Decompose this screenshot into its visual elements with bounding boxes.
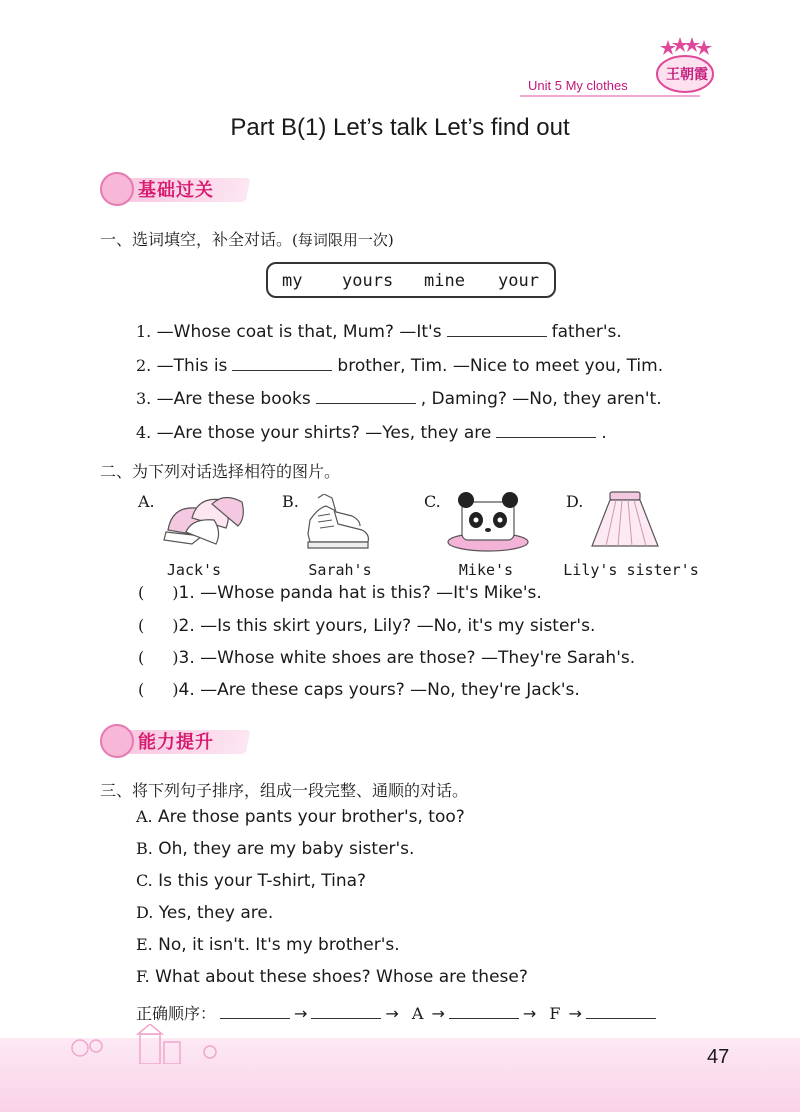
sentence-f: F. What about these shoes? Whose are these? [136,967,528,987]
word-bank [266,262,556,298]
word-bank-item: yours [342,271,394,291]
match-item-3: ( )3. —Whose white shoes are those? —They're Sarah's. [138,648,636,668]
answer-blank[interactable]: ) [172,616,179,635]
section-badge-basic: 基础过关 [100,172,260,208]
castle-decoration-icon [60,1024,260,1064]
order-blank-1[interactable] [220,1004,290,1019]
publisher-logo [652,36,718,96]
order-blank-2[interactable] [311,1004,381,1019]
page-title: Part B(1) Let’s talk Let’s find out [230,114,570,141]
order-answer-row: 正确顺序： → → A → → F → [136,1001,660,1024]
unit-header: Unit 5 My clothes [528,78,628,93]
answer-blank[interactable]: ) [172,583,179,602]
q3-heading: 三、将下列句子排序，组成一段完整、通顺的对话。 [100,781,469,800]
answer-blank[interactable] [232,354,332,371]
option-letter: A. [138,492,155,511]
skirt-icon [588,490,662,556]
picture-caption: Jack's [166,561,222,579]
match-item-2: ( )2. —Is this skirt yours, Lily? —No, it's my sister's. [138,616,596,636]
fill-item-2: 2. —This is brother, Tim. —Nice to meet you, Tim. [136,356,664,376]
panda-hat-icon [446,490,530,558]
section-badge-advanced: 能力提升 [100,724,260,760]
monkey-avatar-icon [100,724,134,758]
answer-blank[interactable]: ) [172,680,179,699]
order-blank-4[interactable] [586,1004,656,1019]
sentence-d: D. Yes, they are. [136,903,274,923]
option-letter: C. [424,492,441,511]
answer-blank[interactable] [316,387,416,404]
header-divider [520,95,700,97]
answer-blank[interactable] [496,421,596,438]
q2-heading: 二、为下列对话选择相符的图片。 [100,462,341,481]
shoes-icon [304,494,374,558]
sentence-e: E. No, it isn't. It's my brother's. [136,935,400,955]
sentence-b: B. Oh, they are my baby sister's. [136,839,415,859]
q1-heading: 一、选词填空，补全对话。(每词限用一次) [100,230,394,249]
picture-caption: Lily's sister's [563,561,699,579]
picture-caption: Sarah's [308,561,372,579]
sentence-a: A. Are those pants your brother's, too? [136,807,465,827]
word-bank-item: mine [424,271,465,291]
fill-item-4: 4. —Are those your shirts? —Yes, they are . [136,423,607,443]
match-item-4: ( )4. —Are these caps yours? —No, they're Jack's. [138,680,580,700]
picture-caption: Mike's [458,561,514,579]
girl-avatar-icon [100,172,134,206]
answer-blank[interactable]: ) [172,648,179,667]
order-blank-3[interactable] [449,1004,519,1019]
answer-blank[interactable] [447,320,547,337]
option-letter: B. [282,492,299,511]
option-letter: D. [566,492,584,511]
word-bank-item: your [498,271,539,291]
fill-item-1: 1. —Whose coat is that, Mum? —It's father's. [136,322,622,342]
footer-band [0,1038,800,1112]
word-bank-item: my [282,271,303,291]
fill-item-3: 3. —Are these books , Daming? —No, they aren't. [136,389,662,409]
logo-text: 王朝霞 [666,67,708,83]
match-item-1: ( )1. —Whose panda hat is this? —It's Mike's. [138,583,542,603]
sentence-c: C. Is this your T-shirt, Tina? [136,871,367,891]
caps-icon [162,492,246,558]
page-number: 47 [707,1046,730,1068]
